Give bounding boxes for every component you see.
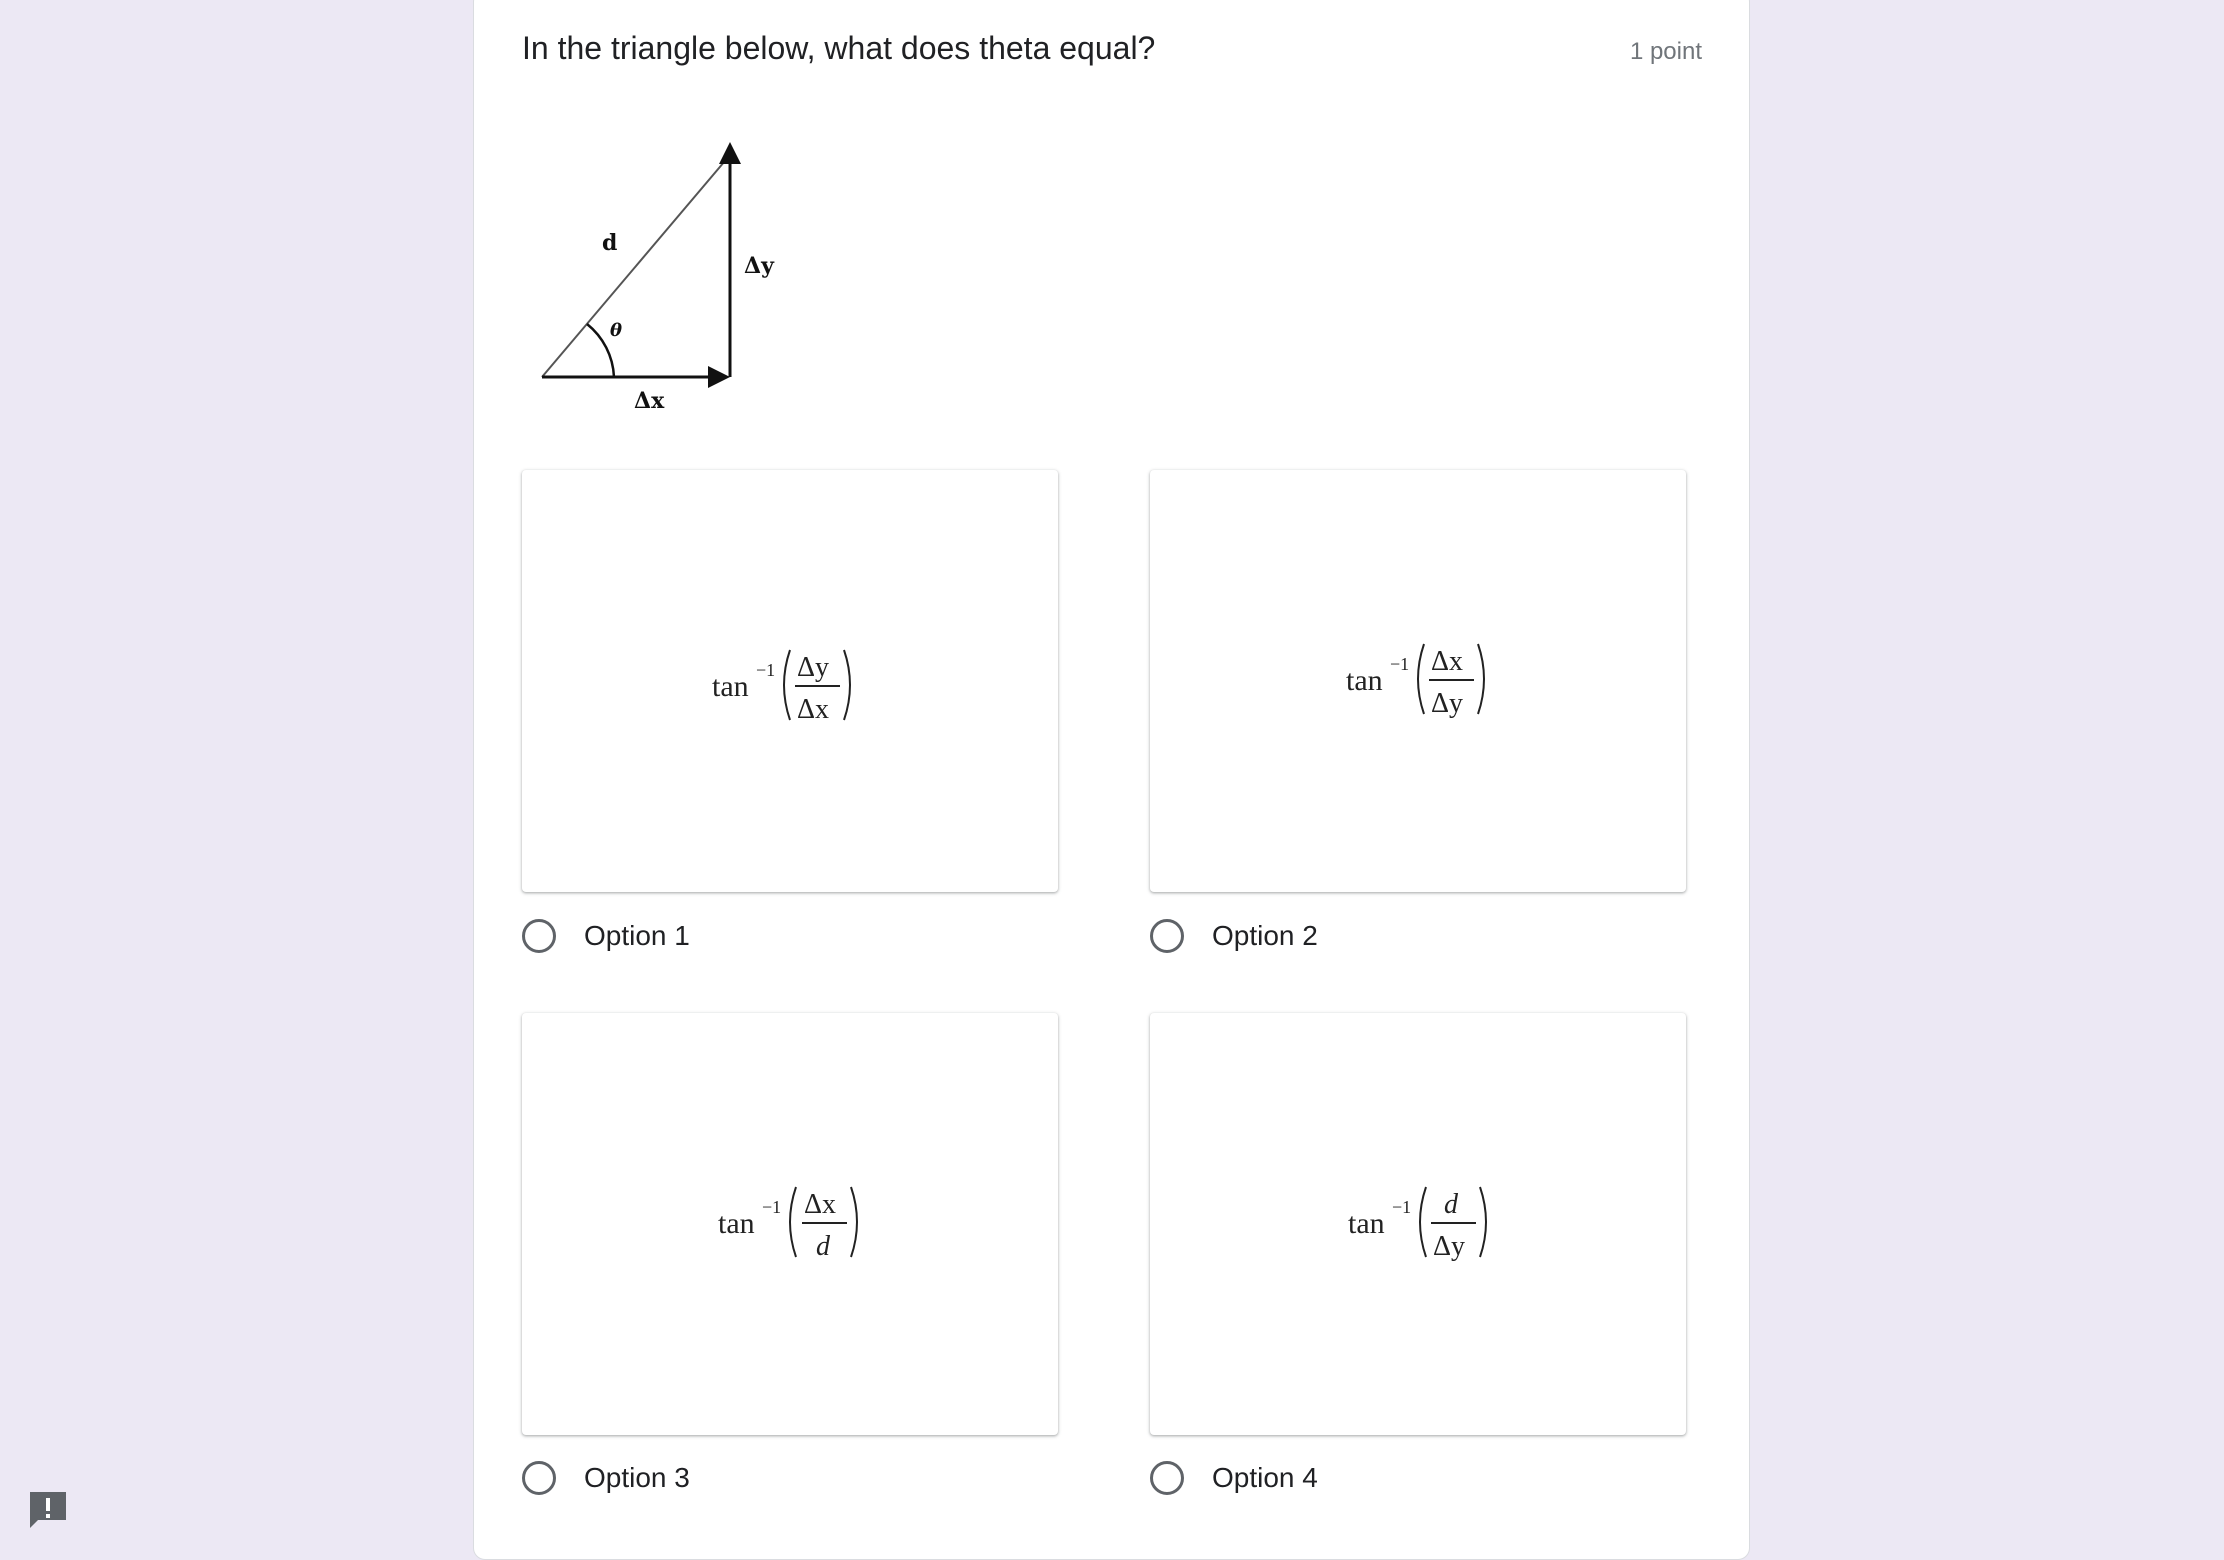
points-label: 1 point <box>1629 38 1702 65</box>
question-title: In the triangle below, what does theta equal? <box>522 30 1156 66</box>
vertical-label: Δy <box>744 253 774 279</box>
triangle-diagram <box>522 130 792 430</box>
option-2-radio-row[interactable] <box>1150 919 1318 953</box>
option-2-image-card[interactable] <box>1150 470 1686 892</box>
formula-denominator: Δy <box>1431 688 1464 719</box>
option-4-image-card[interactable] <box>1150 1013 1686 1435</box>
formula-func: tan <box>1348 1207 1385 1240</box>
formula-exp: −1 <box>762 1197 782 1217</box>
radio-unchecked-icon[interactable] <box>1150 919 1184 953</box>
formula-func: tan <box>712 670 749 703</box>
formula-denominator: Δx <box>797 694 830 725</box>
formula-exp: −1 <box>756 660 776 680</box>
option-3-label[interactable]: Option 3 <box>584 1462 690 1493</box>
radio-unchecked-icon[interactable] <box>522 919 556 953</box>
formula-denominator: Δy <box>1433 1231 1466 1262</box>
option-1-image-card[interactable] <box>522 470 1058 892</box>
option-2-formula <box>1150 470 1686 892</box>
formula-denominator: d <box>816 1231 830 1262</box>
formula-func: tan <box>1346 664 1383 697</box>
option-1-formula <box>522 470 1058 892</box>
option-4-label[interactable]: Option 4 <box>1212 1462 1318 1493</box>
formula-func: tan <box>718 1207 755 1240</box>
report-issue-icon[interactable] <box>26 1488 70 1532</box>
formula-numerator: d <box>1444 1189 1458 1220</box>
hypotenuse-label: d <box>602 230 618 256</box>
option-4-formula <box>1150 1013 1686 1435</box>
option-3-image-card[interactable] <box>522 1013 1058 1435</box>
formula-numerator: Δx <box>1431 646 1464 677</box>
radio-unchecked-icon[interactable] <box>522 1461 556 1495</box>
formula-exp: −1 <box>1390 654 1410 674</box>
option-3-radio-row[interactable] <box>522 1461 690 1495</box>
formula-exp: −1 <box>1392 1197 1412 1217</box>
angle-label: θ <box>610 320 623 341</box>
option-4-radio-row[interactable] <box>1150 1461 1318 1495</box>
option-1-label[interactable]: Option 1 <box>584 920 690 951</box>
formula-numerator: Δx <box>804 1189 837 1220</box>
option-3-formula <box>522 1013 1058 1435</box>
radio-unchecked-icon[interactable] <box>1150 1461 1184 1495</box>
horizontal-label: Δx <box>634 388 665 414</box>
option-2-label[interactable]: Option 2 <box>1212 920 1318 951</box>
formula-numerator: Δy <box>797 652 830 683</box>
option-1-radio-row[interactable] <box>522 919 690 953</box>
